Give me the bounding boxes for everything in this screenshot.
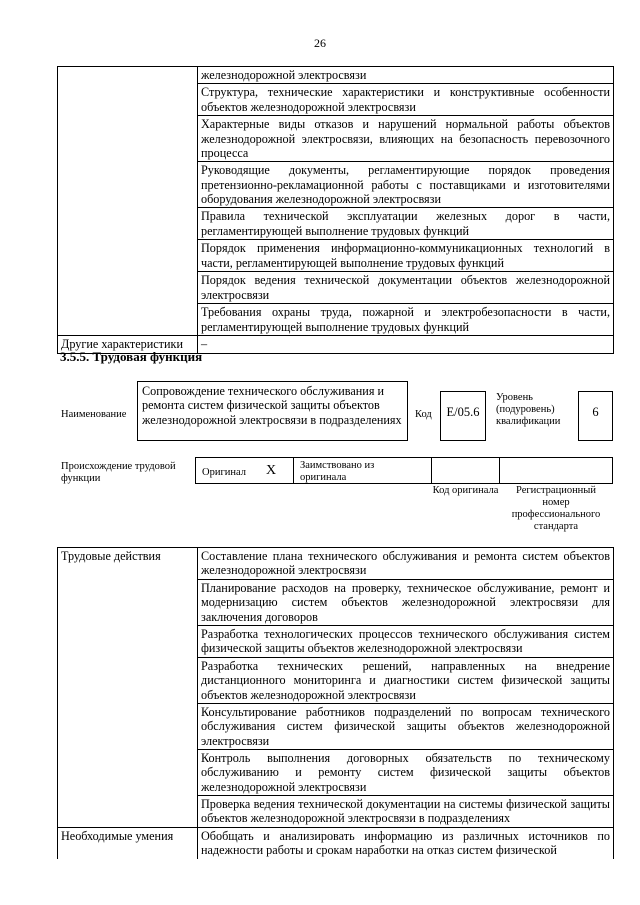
table-row bbox=[58, 828, 614, 859]
borrowed-cell bbox=[293, 457, 432, 484]
table-row bbox=[58, 548, 614, 580]
action-item: Планирование расходов на проверку, техническое обслуживание, ремонт и модернизацию систем объектов железнодорожной электросвязи для заключения договоров bbox=[198, 580, 614, 626]
level-value: 6 bbox=[578, 391, 613, 441]
action-item: Разработка технологических процессов технического обслуживания систем физической защиты объектов железнодорожной электросвязи bbox=[198, 626, 614, 658]
knowledge-item: Характерные виды отказов и нарушений нормальной работы объектов железнодорожной электросвязи, влияющих на безопасность перевозочного процесса bbox=[198, 116, 614, 162]
knowledge-item: железнодорожной электросвязи bbox=[198, 67, 614, 84]
reg-number-cell bbox=[499, 457, 613, 484]
section-title: 3.5.5. Трудовая функция bbox=[60, 349, 203, 364]
actions-table bbox=[57, 547, 614, 859]
function-name-value: Сопровождение технического обслуживания и ремонта систем физической защиты объектов железнодорожной электросвязи в подразделениях bbox=[137, 381, 408, 441]
page-number: 26 bbox=[314, 36, 326, 50]
knowledge-item: Руководящие документы, регламентирующие порядок проведения претензионно-рекламационной работы с поставщиками и изготовителями оборудования железнодорожной электросвязи bbox=[198, 162, 614, 208]
action-item: Консультирование работников подразделений по вопросам технического обслуживания систем физической защиты объектов железнодорожной электросвязи bbox=[198, 704, 614, 750]
action-item: Составление плана технического обслуживания и ремонта систем объектов железнодорожной электросвязи bbox=[198, 548, 614, 580]
code-value: E/05.6 bbox=[440, 391, 486, 441]
knowledge-item: Порядок применения информационно-коммуникационных технологий в части, регламентирующей выполнение трудовых функций bbox=[198, 240, 614, 272]
skill-item: Обобщать и анализировать информацию из различных источников по надежности работы и срокам наработки на отказ систем физической bbox=[198, 828, 614, 859]
knowledge-item: Порядок ведения технической документации объектов железнодорожной электросвязи bbox=[198, 272, 614, 304]
code-original-label: Код оригинала bbox=[432, 485, 499, 496]
origin-label: Происхождение трудовой функции bbox=[61, 461, 176, 484]
knowledge-item: Правила технической эксплуатации железных дорог в части, регламентирующей выполнение трудовых функций bbox=[198, 208, 614, 240]
reg-number-label: Регистрационный номер профессионального стандарта bbox=[511, 485, 601, 532]
level-label: Уровень (подуровень) квалификации bbox=[496, 392, 561, 427]
code-original-cell bbox=[431, 457, 500, 484]
name-label: Наименование bbox=[61, 409, 127, 420]
knowledge-item: Структура, технические характеристики и конструктивные особенности объектов железнодорожной электросвязи bbox=[198, 84, 614, 116]
borrowed-label: Заимствовано из оригинала bbox=[300, 460, 375, 483]
original-label: Оригинал bbox=[202, 467, 246, 478]
original-mark: X bbox=[266, 463, 277, 478]
action-item: Разработка технических решений, направленных на внедрение дистанционного мониторинга и диагностики систем физической защиты объектов железнодорожной электросвязи bbox=[198, 658, 614, 704]
action-item: Проверка ведения технической документации на системы физической защиты объектов железнодорожной электросвязи в подразделениях bbox=[198, 796, 614, 828]
knowledge-item: Требования охраны труда, пожарной и электробезопасности в части, регламентирующей выполнение трудовых функций bbox=[198, 304, 614, 336]
knowledge-table bbox=[57, 66, 614, 354]
other-characteristics-value: – bbox=[198, 336, 614, 353]
table-row bbox=[58, 67, 614, 84]
actions-label: Трудовые действия bbox=[58, 548, 198, 828]
action-item: Контроль выполнения договорных обязательств по техническому обслуживанию и ремонту систем физической защиты объектов железнодорожной электросвязи bbox=[198, 750, 614, 796]
code-label: Код bbox=[415, 409, 432, 420]
knowledge-label-cell bbox=[58, 67, 198, 336]
original-cell bbox=[195, 457, 294, 484]
other-characteristics-label: Другие характеристики bbox=[58, 336, 198, 353]
skills-label: Необходимые умения bbox=[58, 828, 198, 859]
